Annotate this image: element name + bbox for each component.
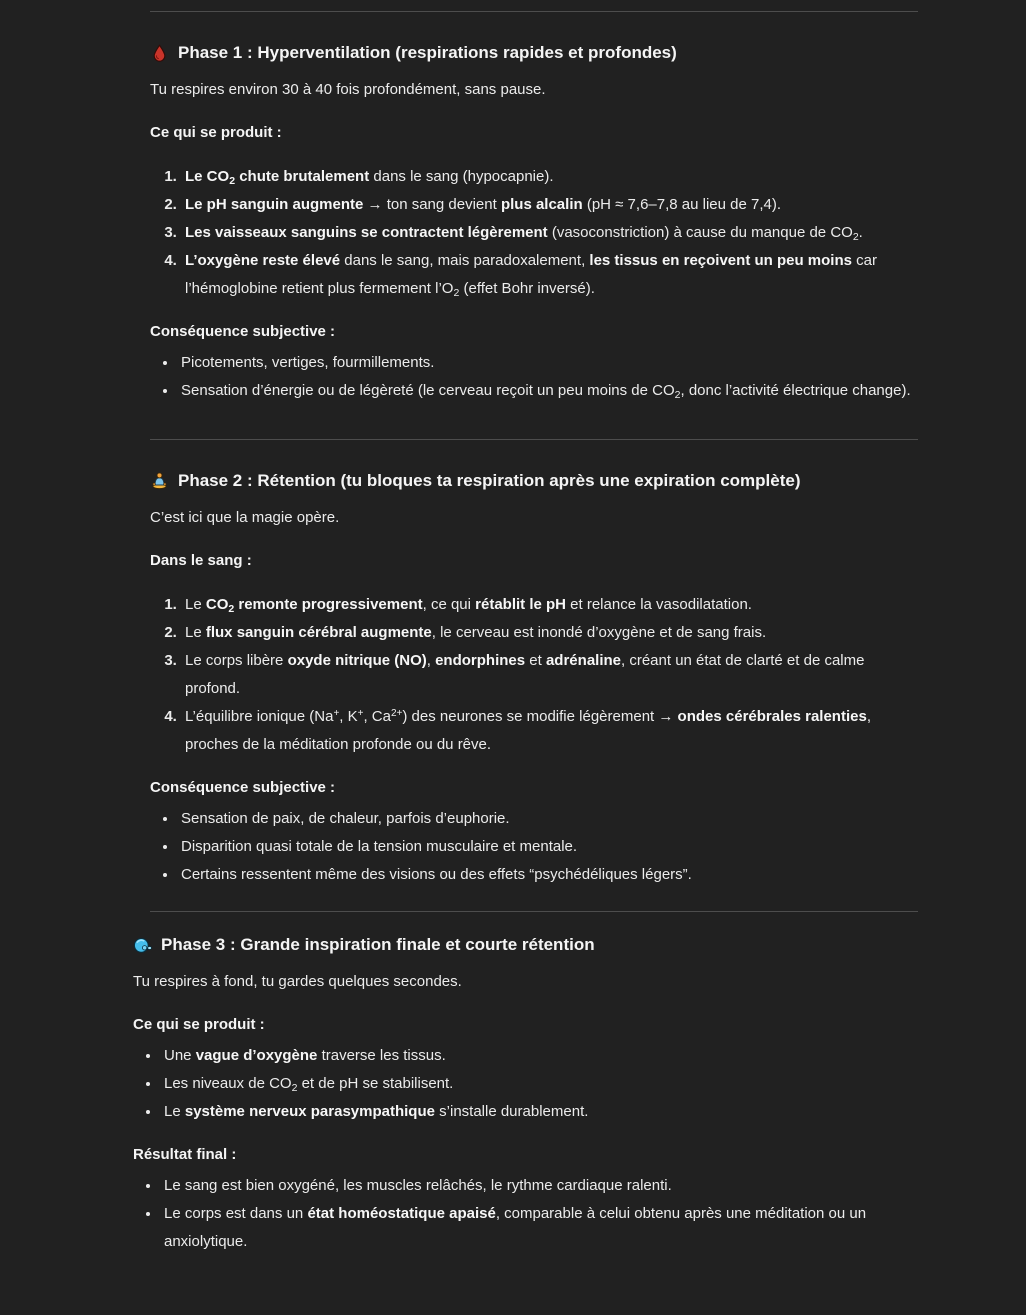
wind-face-icon — [133, 936, 152, 955]
phase-3-bullet-list-1 — [133, 1042, 918, 1126]
list-item: Sensation de paix, de chaleur, parfois d’euphorie. — [181, 805, 918, 833]
list-item: Le corps est dans un état homéostatique apaisé, comparable à celui obtenu après une méditation ou un anxiolytique. — [164, 1200, 918, 1256]
phase-2-heading-text: Phase 2 : Rétention (tu bloques ta respiration après une expiration complète) — [178, 471, 801, 490]
phase-2-heading — [150, 469, 918, 493]
list-item: Picotements, vertiges, fourmillements. — [181, 349, 918, 377]
list-item: 4. L’oxygène reste élevé dans le sang, mais paradoxalement, les tissus en reçoivent un peu moins car l’hémoglobine retient plus fermement $l’O_2$ (effet Bohr inversé). — [181, 247, 918, 303]
phase-3-heading — [133, 933, 918, 957]
phase-1-ordered-list — [150, 163, 918, 303]
list-item: Les niveaux de $CO_2$ et de pH se stabilisent. — [164, 1070, 918, 1098]
phase-3-bullet-list-2 — [133, 1172, 918, 1256]
phase-3-intro: Tu respires à fond, tu gardes quelques secondes. — [133, 973, 462, 990]
list-item: Disparition quasi totale de la tension musculaire et mentale. — [181, 833, 918, 861]
phase-2-ordered-list — [150, 591, 918, 759]
lotus-person-icon — [150, 472, 169, 491]
section-divider — [150, 911, 918, 912]
phase-2-section — [150, 469, 918, 889]
phase-2-bullet-list — [150, 805, 918, 889]
phase-1-heading-text: Phase 1 : Hyperventilation (respirations rapides et profondes) — [178, 43, 677, 62]
phase-3-section — [133, 933, 918, 1256]
list-item: 4. L’équilibre ionique (Na+, K+, $Ca^{2+}$) des neurones se modifie légèrement → ondes cérébrales ralenties, proches de la méditation profonde ou du rêve. — [181, 703, 918, 759]
phase-3-heading-text: Phase 3 : Grande inspiration finale et courte rétention — [161, 935, 595, 954]
list-item: 1. Le $CO_2$ chute brutalement dans le sang (hypocapnie). — [181, 163, 918, 191]
list-item: 3. Le corps libère oxyde nitrique (NO), endorphines et adrénaline, créant un état de clarté et de calme profond. — [181, 647, 918, 703]
blood-drop-icon — [150, 44, 169, 63]
list-item: 2. Le flux sanguin cérébral augmente, le cerveau est inondé d’oxygène et de sang frais. — [181, 619, 918, 647]
phase-2-label-2: Conséquence subjective : — [150, 779, 336, 796]
section-divider — [150, 439, 918, 440]
phase-3-label-1: Ce qui se produit : — [133, 1016, 265, 1033]
list-item: Une vague d’oxygène traverse les tissus. — [164, 1042, 918, 1070]
phase-2-label-1: Dans le sang : — [150, 552, 252, 569]
list-item: 3. Les vaisseaux sanguins se contractent légèrement (vasoconstriction) à cause du manque de $CO_2$. — [181, 219, 918, 247]
list-item: 2. Le pH sanguin augmente → ton sang devient plus alcalin (pH ≈ 7,6–7,8 au lieu de 7,4). — [181, 191, 918, 219]
phase-1-section — [150, 41, 918, 405]
phase-2-intro: C’est ici que la magie opère. — [150, 509, 340, 526]
list-item: Le système nerveux parasympathique s’installe durablement. — [164, 1098, 918, 1126]
phase-1-intro: Tu respires environ 30 à 40 fois profondément, sans pause. — [150, 81, 546, 98]
phase-1-bullet-list — [150, 349, 918, 405]
phase-1-label-2: Conséquence subjective : — [150, 323, 336, 340]
phase-3-label-2: Résultat final : — [133, 1146, 237, 1163]
list-item: Certains ressentent même des visions ou des effets “psychédéliques légers”. — [181, 861, 918, 889]
list-item: 1. Le $CO_2$ remonte progressivement, ce qui rétablit le pH et relance la vasodilatation. — [181, 591, 918, 619]
phase-1-heading — [150, 41, 918, 65]
section-divider — [150, 11, 918, 12]
list-item: Sensation d’énergie ou de légèreté (le cerveau reçoit un peu moins de $CO_2$, donc l’activité électrique change). — [181, 377, 918, 405]
chat-message-content — [133, 11, 918, 1256]
list-item: Le sang est bien oxygéné, les muscles relâchés, le rythme cardiaque ralenti. — [164, 1172, 918, 1200]
phase-1-label-1: Ce qui se produit : — [150, 124, 282, 141]
